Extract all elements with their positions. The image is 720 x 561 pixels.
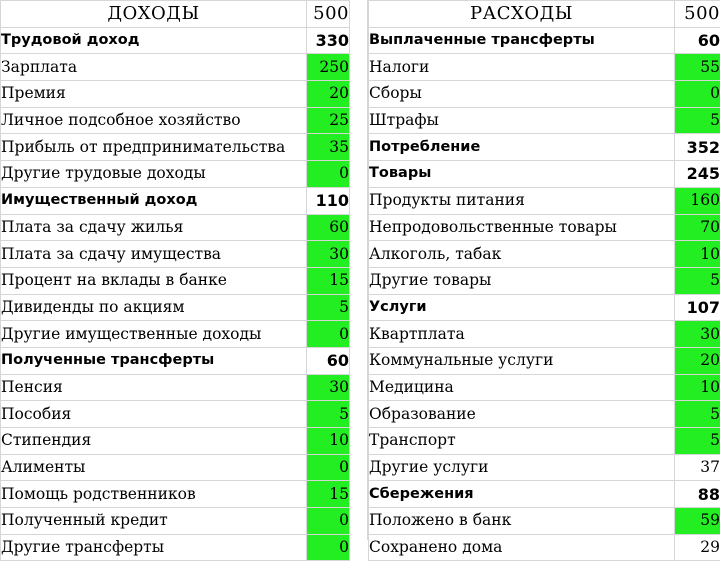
category-label: Товары (369, 161, 675, 188)
income-header-label: ДОХОДЫ (1, 1, 307, 28)
item-label: Плата за сдачу имущества (1, 241, 307, 268)
item-label: Другие трансферты (1, 534, 307, 561)
item-label: Плата за сдачу жилья (1, 214, 307, 241)
item-value: 20 (675, 347, 720, 374)
item-label: Непродовольственные товары (369, 214, 675, 241)
item-label: Образование (369, 401, 675, 428)
expenses-item-row (369, 187, 720, 214)
item-value: 30 (307, 241, 350, 268)
income-item-row (1, 321, 350, 348)
item-value: 70 (675, 214, 720, 241)
item-value: 55 (675, 54, 720, 81)
expenses-category-row (369, 134, 720, 161)
expenses-header-row (369, 1, 720, 28)
item-label: Пособия (1, 401, 307, 428)
item-label: Штрафы (369, 107, 675, 134)
item-value: 250 (307, 54, 350, 81)
category-label: Услуги (369, 294, 675, 321)
item-label: Стипендия (1, 428, 307, 455)
item-value: 0 (307, 321, 350, 348)
expenses-header-total: 500 (675, 1, 720, 28)
income-item-row (1, 81, 350, 108)
item-label: Зарплата (1, 54, 307, 81)
income-item-row (1, 374, 350, 401)
category-value: 245 (675, 161, 720, 188)
item-value: 5 (675, 107, 720, 134)
item-label: Алкоголь, табак (369, 241, 675, 268)
expenses-category-row (369, 27, 720, 54)
item-label: Налоги (369, 54, 675, 81)
expenses-item-row (369, 401, 720, 428)
item-value: 10 (675, 241, 720, 268)
expenses-item-row (369, 321, 720, 348)
category-value: 330 (307, 27, 350, 54)
item-label: Сохранено дома (369, 534, 675, 561)
category-value: 352 (675, 134, 720, 161)
expenses-item-row (369, 508, 720, 535)
expenses-item-row (369, 374, 720, 401)
item-value: 25 (307, 107, 350, 134)
item-label: Личное подсобное хозяйство (1, 107, 307, 134)
expenses-item-row (369, 454, 720, 481)
item-label: Полученный кредит (1, 508, 307, 535)
income-item-row (1, 214, 350, 241)
item-value: 5 (675, 267, 720, 294)
expenses-item-row (369, 534, 720, 561)
income-item-row (1, 508, 350, 535)
income-table (0, 0, 350, 561)
income-item-row (1, 267, 350, 294)
income-item-row (1, 294, 350, 321)
income-item-row (1, 534, 350, 561)
item-label: Положено в банк (369, 508, 675, 535)
item-value: 35 (307, 134, 350, 161)
item-value: 0 (307, 534, 350, 561)
item-value: 160 (675, 187, 720, 214)
item-value: 30 (675, 321, 720, 348)
income-item-row (1, 54, 350, 81)
item-label: Помощь родственников (1, 481, 307, 508)
expenses-table (368, 0, 720, 561)
income-category-row (1, 27, 350, 54)
expenses-category-row (369, 481, 720, 508)
category-value: 88 (675, 481, 720, 508)
expenses-item-row (369, 81, 720, 108)
category-value: 110 (307, 187, 350, 214)
item-value: 59 (675, 508, 720, 535)
income-item-row (1, 134, 350, 161)
income-category-row (1, 347, 350, 374)
category-value: 60 (675, 27, 720, 54)
item-value: 10 (307, 428, 350, 455)
category-label: Трудовой доход (1, 27, 307, 54)
category-value: 107 (675, 294, 720, 321)
item-value: 0 (307, 161, 350, 188)
item-label: Другие услуги (369, 454, 675, 481)
income-item-row (1, 107, 350, 134)
item-label: Пенсия (1, 374, 307, 401)
category-label: Потребление (369, 134, 675, 161)
category-label: Выплаченные трансферты (369, 27, 675, 54)
category-label: Имущественный доход (1, 187, 307, 214)
item-label: Прибыль от предпринимательства (1, 134, 307, 161)
income-item-row (1, 161, 350, 188)
item-label: Квартплата (369, 321, 675, 348)
expenses-item-row (369, 54, 720, 81)
item-label: Другие товары (369, 267, 675, 294)
item-label: Коммунальные услуги (369, 347, 675, 374)
expenses-item-row (369, 428, 720, 455)
category-label: Сбережения (369, 481, 675, 508)
expenses-item-row (369, 347, 720, 374)
income-item-row (1, 401, 350, 428)
category-value: 60 (307, 347, 350, 374)
category-label: Полученные трансферты (1, 347, 307, 374)
item-value: 5 (675, 428, 720, 455)
expenses-category-row (369, 161, 720, 188)
income-header-total: 500 (307, 1, 350, 28)
expenses-item-row (369, 107, 720, 134)
income-item-row (1, 454, 350, 481)
item-value: 5 (307, 294, 350, 321)
item-value: 0 (307, 454, 350, 481)
item-value: 20 (307, 81, 350, 108)
item-label: Продукты питания (369, 187, 675, 214)
expenses-item-row (369, 214, 720, 241)
item-label: Другие имущественные доходы (1, 321, 307, 348)
item-value: 37 (675, 454, 720, 481)
income-table-body (1, 1, 350, 561)
expenses-table-body (369, 1, 720, 561)
expenses-category-row (369, 294, 720, 321)
column-separator (349, 0, 368, 540)
item-label: Дивиденды по акциям (1, 294, 307, 321)
item-label: Алименты (1, 454, 307, 481)
expenses-header-label: РАСХОДЫ (369, 1, 675, 28)
item-value: 10 (675, 374, 720, 401)
item-value: 30 (307, 374, 350, 401)
item-value: 0 (675, 81, 720, 108)
item-label: Другие трудовые доходы (1, 161, 307, 188)
item-label: Медицина (369, 374, 675, 401)
item-value: 5 (675, 401, 720, 428)
income-item-row (1, 481, 350, 508)
item-label: Премия (1, 81, 307, 108)
item-value: 0 (307, 508, 350, 535)
expenses-item-row (369, 267, 720, 294)
item-value: 60 (307, 214, 350, 241)
item-label: Транспорт (369, 428, 675, 455)
income-category-row (1, 187, 350, 214)
item-value: 29 (675, 534, 720, 561)
item-value: 15 (307, 481, 350, 508)
income-item-row (1, 428, 350, 455)
item-value: 15 (307, 267, 350, 294)
item-label: Процент на вклады в банке (1, 267, 307, 294)
income-header-row (1, 1, 350, 28)
item-value: 5 (307, 401, 350, 428)
income-item-row (1, 241, 350, 268)
expenses-item-row (369, 241, 720, 268)
item-label: Сборы (369, 81, 675, 108)
